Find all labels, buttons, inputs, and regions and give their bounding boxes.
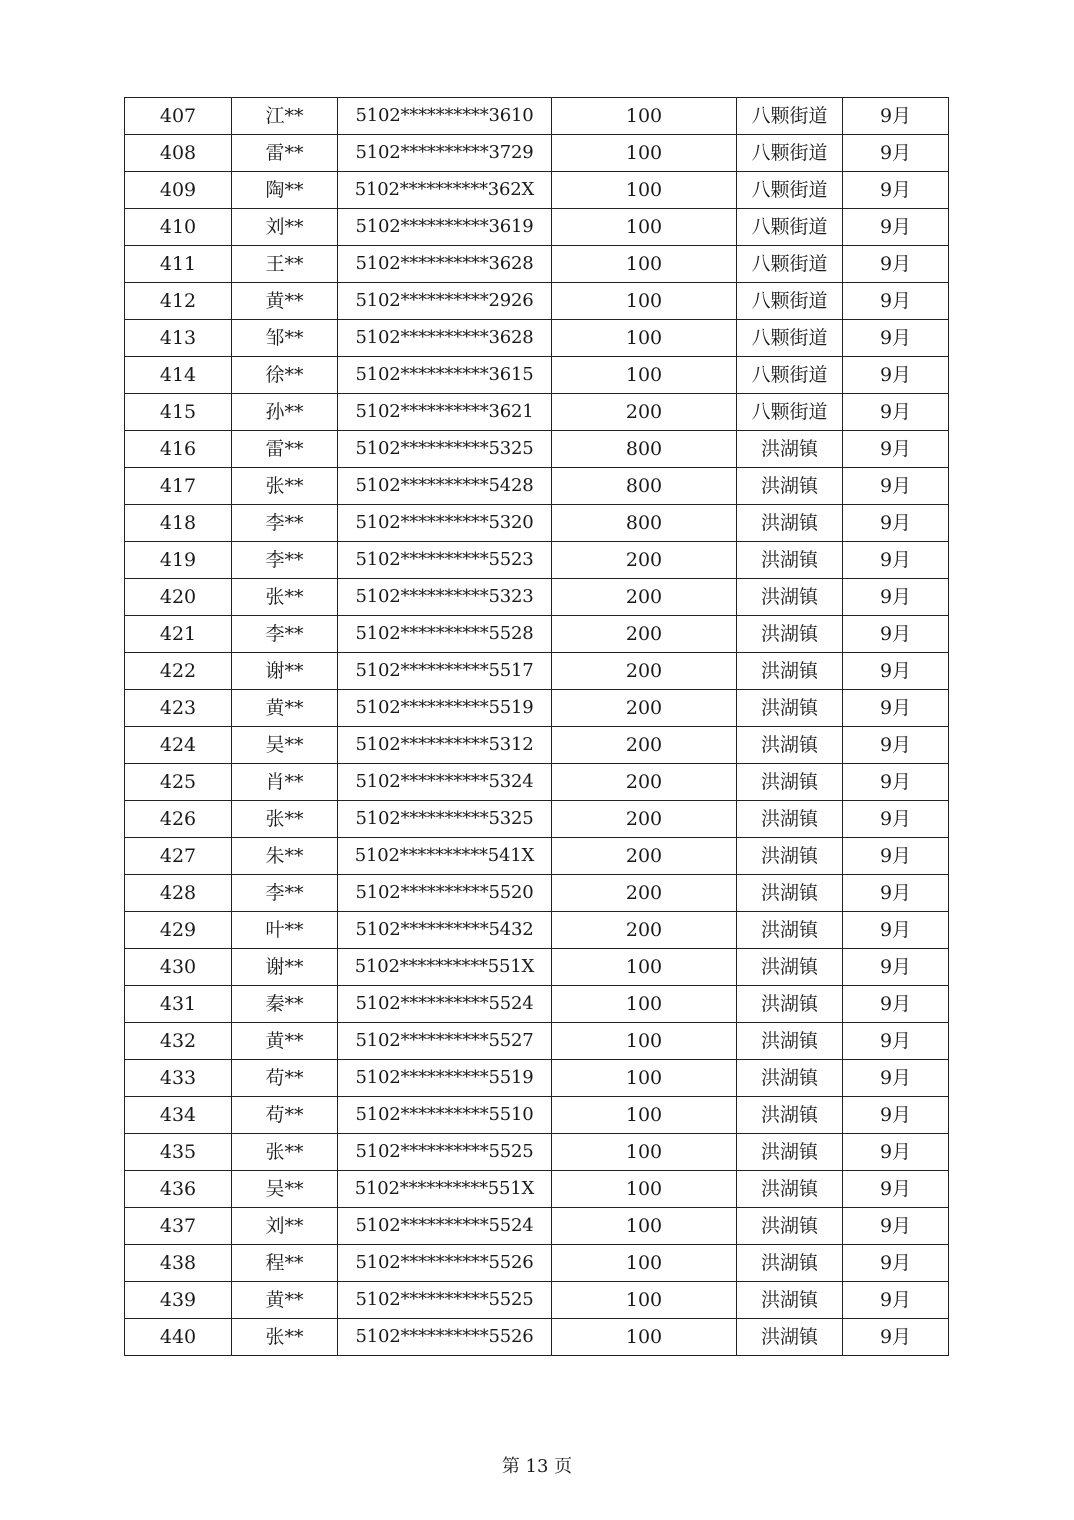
row-number-cell: 421 [125, 616, 232, 653]
name-cell: 张** [232, 579, 338, 616]
row-number-cell: 429 [125, 912, 232, 949]
id-number-cell: 5102**********3610 [338, 98, 552, 135]
name-cell: 雷** [232, 431, 338, 468]
table-row [125, 653, 949, 690]
table-row [125, 468, 949, 505]
table-row [125, 431, 949, 468]
amount-cell: 100 [552, 1171, 737, 1208]
table-row [125, 1282, 949, 1319]
row-number-cell: 416 [125, 431, 232, 468]
month-cell: 9月 [843, 986, 949, 1023]
amount-cell: 100 [552, 209, 737, 246]
month-cell: 9月 [843, 209, 949, 246]
row-number-cell: 414 [125, 357, 232, 394]
month-cell: 9月 [843, 505, 949, 542]
area-cell: 洪湖镇 [737, 875, 843, 912]
area-cell: 洪湖镇 [737, 431, 843, 468]
name-cell: 朱** [232, 838, 338, 875]
id-number-cell: 5102**********5517 [338, 653, 552, 690]
table-row [125, 357, 949, 394]
id-number-cell: 5102**********362X [338, 172, 552, 209]
row-number-cell: 415 [125, 394, 232, 431]
amount-cell: 100 [552, 1097, 737, 1134]
month-cell: 9月 [843, 431, 949, 468]
table-row [125, 949, 949, 986]
month-cell: 9月 [843, 1208, 949, 1245]
row-number-cell: 425 [125, 764, 232, 801]
month-cell: 9月 [843, 616, 949, 653]
name-cell: 邹** [232, 320, 338, 357]
area-cell: 洪湖镇 [737, 616, 843, 653]
row-number-cell: 440 [125, 1319, 232, 1356]
id-number-cell: 5102**********5525 [338, 1282, 552, 1319]
area-cell: 八颗街道 [737, 98, 843, 135]
id-number-cell: 5102**********5325 [338, 431, 552, 468]
area-cell: 洪湖镇 [737, 1023, 843, 1060]
amount-cell: 100 [552, 1245, 737, 1282]
month-cell: 9月 [843, 653, 949, 690]
table-row [125, 875, 949, 912]
area-cell: 洪湖镇 [737, 727, 843, 764]
name-cell: 江** [232, 98, 338, 135]
id-number-cell: 5102**********5527 [338, 1023, 552, 1060]
row-number-cell: 420 [125, 579, 232, 616]
row-number-cell: 431 [125, 986, 232, 1023]
amount-cell: 100 [552, 1060, 737, 1097]
row-number-cell: 438 [125, 1245, 232, 1282]
amount-cell: 100 [552, 320, 737, 357]
row-number-cell: 436 [125, 1171, 232, 1208]
area-cell: 洪湖镇 [737, 1245, 843, 1282]
amount-cell: 200 [552, 912, 737, 949]
table-row [125, 1319, 949, 1356]
id-number-cell: 5102**********5432 [338, 912, 552, 949]
month-cell: 9月 [843, 135, 949, 172]
area-cell: 洪湖镇 [737, 912, 843, 949]
row-number-cell: 428 [125, 875, 232, 912]
amount-cell: 100 [552, 246, 737, 283]
area-cell: 洪湖镇 [737, 579, 843, 616]
id-number-cell: 5102**********5526 [338, 1319, 552, 1356]
id-number-cell: 5102**********5524 [338, 986, 552, 1023]
row-number-cell: 422 [125, 653, 232, 690]
id-number-cell: 5102**********5323 [338, 579, 552, 616]
amount-cell: 100 [552, 1023, 737, 1060]
amount-cell: 100 [552, 357, 737, 394]
area-cell: 八颗街道 [737, 172, 843, 209]
id-number-cell: 5102**********551X [338, 1171, 552, 1208]
amount-cell: 200 [552, 875, 737, 912]
row-number-cell: 408 [125, 135, 232, 172]
month-cell: 9月 [843, 172, 949, 209]
amount-cell: 100 [552, 135, 737, 172]
area-cell: 洪湖镇 [737, 542, 843, 579]
name-cell: 孙** [232, 394, 338, 431]
table-row [125, 98, 949, 135]
table-row [125, 838, 949, 875]
area-cell: 八颗街道 [737, 135, 843, 172]
amount-cell: 100 [552, 1282, 737, 1319]
name-cell: 陶** [232, 172, 338, 209]
month-cell: 9月 [843, 949, 949, 986]
row-number-cell: 434 [125, 1097, 232, 1134]
row-number-cell: 432 [125, 1023, 232, 1060]
table-row [125, 579, 949, 616]
name-cell: 张** [232, 1134, 338, 1171]
table-row [125, 1060, 949, 1097]
amount-cell: 200 [552, 690, 737, 727]
amount-cell: 100 [552, 283, 737, 320]
table-row [125, 283, 949, 320]
name-cell: 李** [232, 505, 338, 542]
amount-cell: 200 [552, 394, 737, 431]
row-number-cell: 439 [125, 1282, 232, 1319]
table-row [125, 505, 949, 542]
name-cell: 叶** [232, 912, 338, 949]
amount-cell: 200 [552, 801, 737, 838]
area-cell: 八颗街道 [737, 283, 843, 320]
area-cell: 洪湖镇 [737, 838, 843, 875]
table-row [125, 986, 949, 1023]
name-cell: 吴** [232, 727, 338, 764]
name-cell: 秦** [232, 986, 338, 1023]
table-row [125, 616, 949, 653]
name-cell: 雷** [232, 135, 338, 172]
area-cell: 八颗街道 [737, 320, 843, 357]
table-row [125, 394, 949, 431]
area-cell: 洪湖镇 [737, 468, 843, 505]
name-cell: 李** [232, 542, 338, 579]
name-cell: 谢** [232, 949, 338, 986]
id-number-cell: 5102**********5520 [338, 875, 552, 912]
table-row [125, 1023, 949, 1060]
month-cell: 9月 [843, 764, 949, 801]
month-cell: 9月 [843, 468, 949, 505]
amount-cell: 800 [552, 505, 737, 542]
area-cell: 洪湖镇 [737, 1282, 843, 1319]
name-cell: 张** [232, 801, 338, 838]
name-cell: 张** [232, 1319, 338, 1356]
month-cell: 9月 [843, 1319, 949, 1356]
month-cell: 9月 [843, 1134, 949, 1171]
table-row [125, 764, 949, 801]
table-row [125, 1134, 949, 1171]
id-number-cell: 5102**********5524 [338, 1208, 552, 1245]
id-number-cell: 5102**********3628 [338, 246, 552, 283]
month-cell: 9月 [843, 320, 949, 357]
id-number-cell: 5102**********5312 [338, 727, 552, 764]
row-number-cell: 426 [125, 801, 232, 838]
name-cell: 程** [232, 1245, 338, 1282]
month-cell: 9月 [843, 1060, 949, 1097]
table-row [125, 801, 949, 838]
month-cell: 9月 [843, 875, 949, 912]
name-cell: 谢** [232, 653, 338, 690]
amount-cell: 200 [552, 838, 737, 875]
table-row [125, 320, 949, 357]
month-cell: 9月 [843, 1245, 949, 1282]
row-number-cell: 411 [125, 246, 232, 283]
table-row [125, 690, 949, 727]
id-number-cell: 5102**********5325 [338, 801, 552, 838]
table-row [125, 246, 949, 283]
area-cell: 洪湖镇 [737, 1060, 843, 1097]
id-number-cell: 5102**********3621 [338, 394, 552, 431]
id-number-cell: 5102**********3619 [338, 209, 552, 246]
amount-cell: 100 [552, 1134, 737, 1171]
id-number-cell: 5102**********3628 [338, 320, 552, 357]
area-cell: 洪湖镇 [737, 986, 843, 1023]
area-cell: 八颗街道 [737, 394, 843, 431]
amount-cell: 200 [552, 616, 737, 653]
row-number-cell: 417 [125, 468, 232, 505]
id-number-cell: 5102**********5324 [338, 764, 552, 801]
table-row [125, 1097, 949, 1134]
area-cell: 洪湖镇 [737, 949, 843, 986]
name-cell: 吴** [232, 1171, 338, 1208]
month-cell: 9月 [843, 912, 949, 949]
name-cell: 黄** [232, 1023, 338, 1060]
id-number-cell: 5102**********5519 [338, 1060, 552, 1097]
month-cell: 9月 [843, 690, 949, 727]
area-cell: 洪湖镇 [737, 505, 843, 542]
table-row [125, 135, 949, 172]
records-table [124, 97, 949, 1356]
row-number-cell: 409 [125, 172, 232, 209]
id-number-cell: 5102**********5510 [338, 1097, 552, 1134]
area-cell: 洪湖镇 [737, 1171, 843, 1208]
amount-cell: 200 [552, 727, 737, 764]
amount-cell: 100 [552, 172, 737, 209]
table-row [125, 172, 949, 209]
amount-cell: 800 [552, 431, 737, 468]
area-cell: 八颗街道 [737, 209, 843, 246]
month-cell: 9月 [843, 801, 949, 838]
area-cell: 八颗街道 [737, 357, 843, 394]
month-cell: 9月 [843, 579, 949, 616]
row-number-cell: 423 [125, 690, 232, 727]
month-cell: 9月 [843, 1282, 949, 1319]
id-number-cell: 5102**********541X [338, 838, 552, 875]
row-number-cell: 407 [125, 98, 232, 135]
name-cell: 苟** [232, 1097, 338, 1134]
row-number-cell: 412 [125, 283, 232, 320]
id-number-cell: 5102**********5523 [338, 542, 552, 579]
row-number-cell: 418 [125, 505, 232, 542]
id-number-cell: 5102**********5528 [338, 616, 552, 653]
amount-cell: 200 [552, 653, 737, 690]
amount-cell: 100 [552, 1208, 737, 1245]
amount-cell: 100 [552, 949, 737, 986]
name-cell: 王** [232, 246, 338, 283]
name-cell: 黄** [232, 690, 338, 727]
area-cell: 洪湖镇 [737, 653, 843, 690]
month-cell: 9月 [843, 1171, 949, 1208]
table-row [125, 1245, 949, 1282]
area-cell: 洪湖镇 [737, 801, 843, 838]
month-cell: 9月 [843, 542, 949, 579]
area-cell: 洪湖镇 [737, 1134, 843, 1171]
table-row [125, 1171, 949, 1208]
id-number-cell: 5102**********5320 [338, 505, 552, 542]
table-row [125, 727, 949, 764]
area-cell: 洪湖镇 [737, 1097, 843, 1134]
row-number-cell: 410 [125, 209, 232, 246]
row-number-cell: 435 [125, 1134, 232, 1171]
row-number-cell: 433 [125, 1060, 232, 1097]
id-number-cell: 5102**********3615 [338, 357, 552, 394]
name-cell: 黄** [232, 283, 338, 320]
page-number: 第 13 页 [501, 1456, 573, 1477]
area-cell: 洪湖镇 [737, 1208, 843, 1245]
name-cell: 刘** [232, 209, 338, 246]
name-cell: 肖** [232, 764, 338, 801]
row-number-cell: 437 [125, 1208, 232, 1245]
amount-cell: 100 [552, 986, 737, 1023]
id-number-cell: 5102**********2926 [338, 283, 552, 320]
month-cell: 9月 [843, 283, 949, 320]
records-body [125, 98, 949, 1356]
amount-cell: 200 [552, 764, 737, 801]
area-cell: 八颗街道 [737, 246, 843, 283]
month-cell: 9月 [843, 727, 949, 764]
id-number-cell: 5102**********5525 [338, 1134, 552, 1171]
row-number-cell: 424 [125, 727, 232, 764]
table-row [125, 1208, 949, 1245]
name-cell: 李** [232, 616, 338, 653]
table-row [125, 912, 949, 949]
month-cell: 9月 [843, 246, 949, 283]
name-cell: 张** [232, 468, 338, 505]
month-cell: 9月 [843, 838, 949, 875]
month-cell: 9月 [843, 98, 949, 135]
amount-cell: 100 [552, 1319, 737, 1356]
id-number-cell: 5102**********5526 [338, 1245, 552, 1282]
name-cell: 刘** [232, 1208, 338, 1245]
row-number-cell: 430 [125, 949, 232, 986]
month-cell: 9月 [843, 394, 949, 431]
amount-cell: 100 [552, 98, 737, 135]
id-number-cell: 5102**********3729 [338, 135, 552, 172]
amount-cell: 200 [552, 542, 737, 579]
row-number-cell: 427 [125, 838, 232, 875]
month-cell: 9月 [843, 1023, 949, 1060]
amount-cell: 800 [552, 468, 737, 505]
name-cell: 黄** [232, 1282, 338, 1319]
id-number-cell: 5102**********5519 [338, 690, 552, 727]
table-row [125, 209, 949, 246]
table-row [125, 542, 949, 579]
area-cell: 洪湖镇 [737, 690, 843, 727]
name-cell: 徐** [232, 357, 338, 394]
month-cell: 9月 [843, 1097, 949, 1134]
id-number-cell: 5102**********551X [338, 949, 552, 986]
amount-cell: 200 [552, 579, 737, 616]
name-cell: 苟** [232, 1060, 338, 1097]
id-number-cell: 5102**********5428 [338, 468, 552, 505]
month-cell: 9月 [843, 357, 949, 394]
row-number-cell: 419 [125, 542, 232, 579]
area-cell: 洪湖镇 [737, 764, 843, 801]
name-cell: 李** [232, 875, 338, 912]
row-number-cell: 413 [125, 320, 232, 357]
area-cell: 洪湖镇 [737, 1319, 843, 1356]
